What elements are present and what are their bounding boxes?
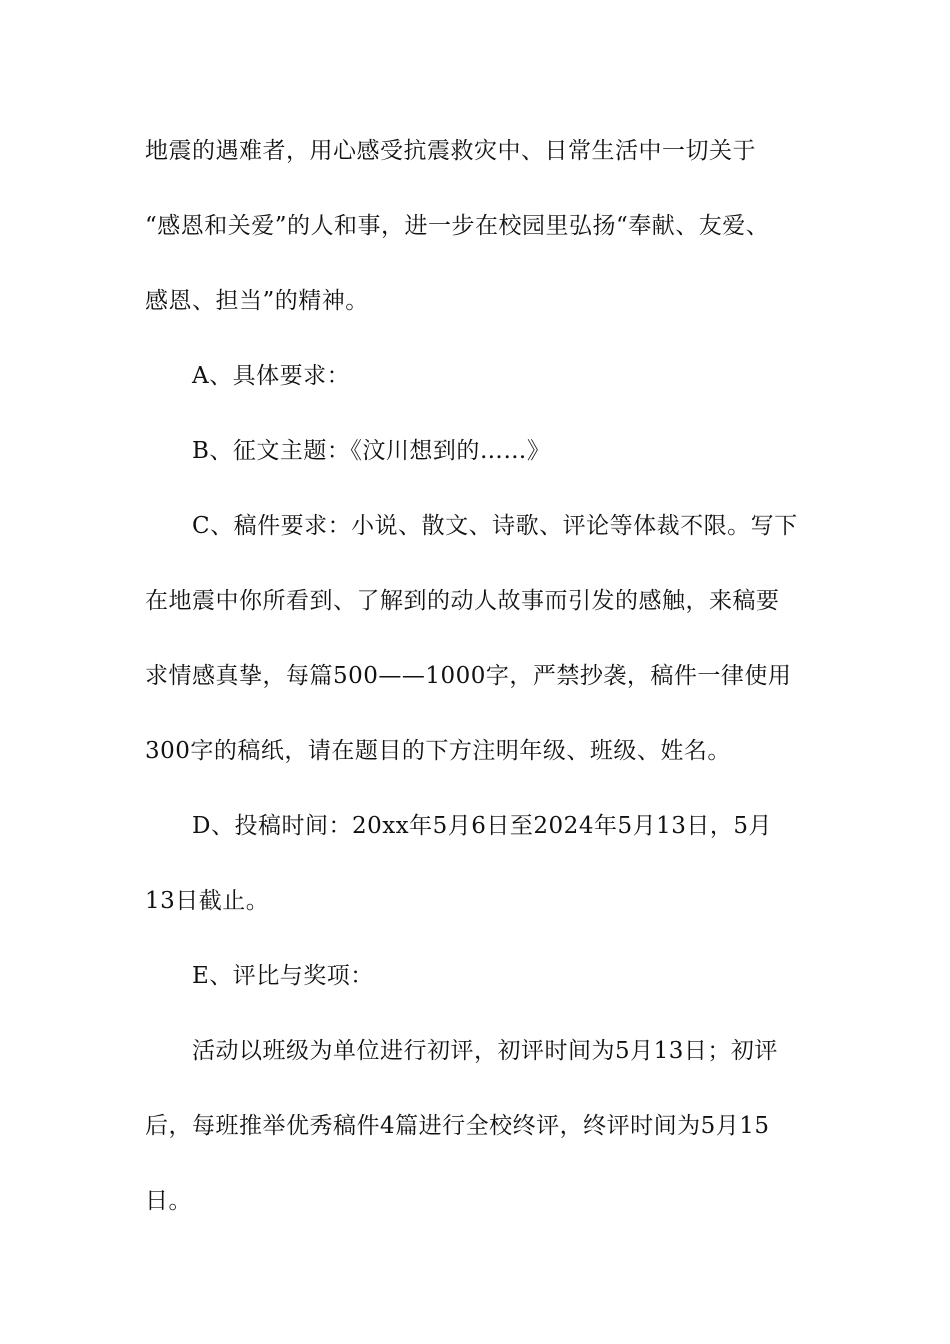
body-text-line: 后，每班推举优秀稿件4篇进行全校终评，终评时间为5月15 (145, 1113, 770, 1139)
section-heading-b: B、征文主题：《汶川想到的……》 (192, 438, 551, 464)
body-text-line: 感恩、担当”的精神。 (145, 288, 369, 314)
body-text-line: 300字的稿纸，请在题目的下方注明年级、班级、姓名。 (145, 738, 731, 764)
section-heading-d: D、投稿时间：20xx年5月6日至2024年5月13日，5月 (192, 813, 772, 839)
section-heading-c: C、稿件要求：小说、散文、诗歌、评论等体裁不限。写下 (192, 513, 798, 539)
section-heading-e: E、评比与奖项： (192, 963, 374, 989)
body-text-line: 在地震中你所看到、了解到的动人故事而引发的感触，来稿要 (145, 588, 780, 614)
section-heading-a: A、具体要求： (192, 363, 351, 389)
body-text-line: 日。 (145, 1188, 192, 1214)
body-text-line: 求情感真挚，每篇500——1000字，严禁抄袭，稿件一律使用 (145, 663, 792, 689)
body-text-line: 地震的遇难者，用心感受抗震救灾中、日常生活中一切关于 (145, 138, 756, 164)
body-text-line: 活动以班级为单位进行初评，初评时间为5月13日；初评 (192, 1038, 778, 1064)
body-text-line: 13日截止。 (145, 888, 270, 914)
body-text-line: “感恩和关爱”的人和事，进一步在校园里弘扬“奉献、友爱、 (145, 213, 770, 239)
